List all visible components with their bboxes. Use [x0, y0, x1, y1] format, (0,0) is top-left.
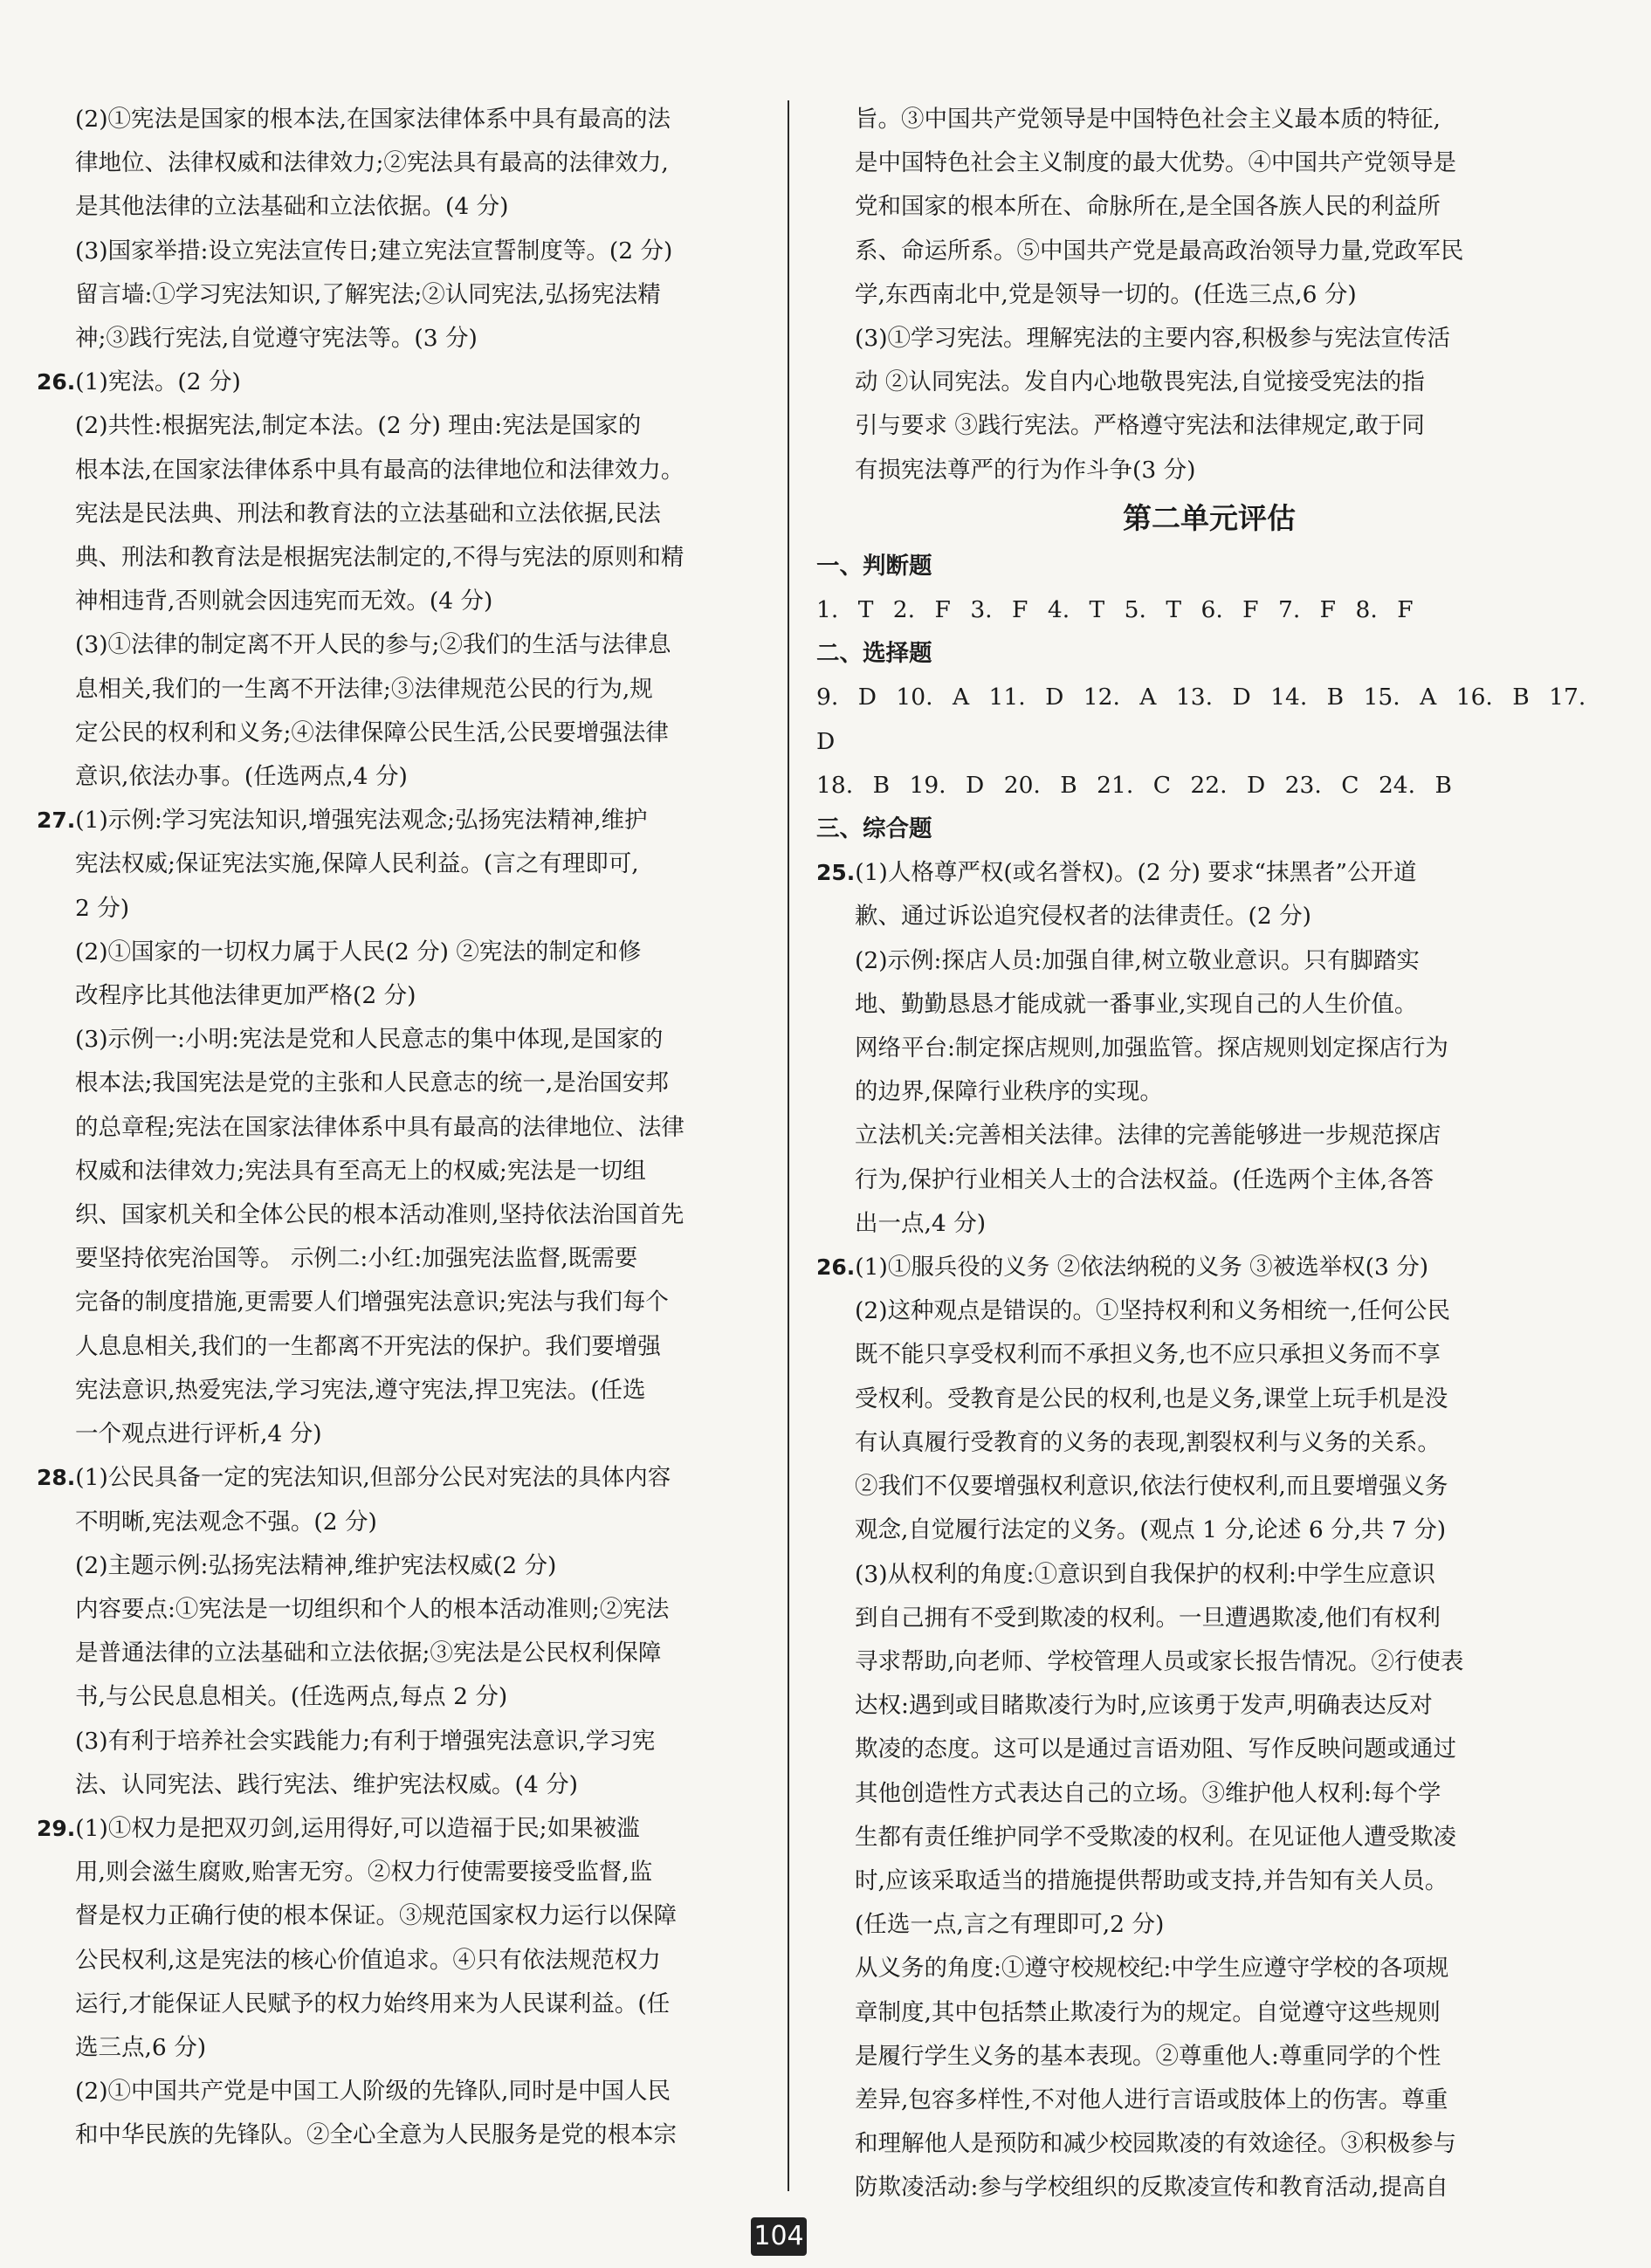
question-number: 29. [37, 1815, 76, 1841]
right-top-line: 党和国家的根本所在、命脉所在,是全国各族人民的利益所 [855, 193, 1441, 221]
question-number: 26. [816, 1254, 856, 1281]
left-column [37, 98, 761, 2158]
right-bottom-line: 25.(1)人格尊严权(或名誉权)。(2 分) 要求“抹黑者”公开道 [816, 859, 1417, 887]
left-column-line: 26.(1)宪法。(2 分) [37, 368, 241, 396]
right-bottom-line: 立法机关:完善相关法律。法律的完善能够进一步规范探店 [855, 1122, 1441, 1150]
right-bottom-line: 寻求帮助,向老师、学校管理人员或家长报告情况。②行使表 [855, 1647, 1464, 1675]
left-column-line: 书,与公民息息相关。(任选两点,每点 2 分) [75, 1683, 508, 1711]
left-column-line: (3)国家举措:设立宪法宣传日;建立宪法宣誓制度等。(2 分) [75, 237, 673, 265]
right-bottom-line: 达权:遇到或目睹欺凌行为时,应该勇于发声,明确表达反对 [855, 1692, 1433, 1720]
left-column-line: 督是权力正确行使的根本保证。③规范国家权力运行以保障 [75, 1902, 677, 1930]
left-column-line: 宪法权威;保证宪法实施,保障人民利益。(言之有理即可, [75, 850, 639, 878]
choice-answers-line-2: 18. B 19. D 20. B 21. C 22. D 23. C 24. B [816, 771, 1452, 799]
right-bottom-line: 是履行学生义务的基本表现。②尊重他人:尊重同学的个性 [855, 2042, 1441, 2070]
left-column-line: 根本法;我国宪法是党的主张和人民意志的统一,是治国安邦 [75, 1069, 669, 1097]
left-column-line: 是普通法律的立法基础和立法依据;③宪法是公民权利保障 [75, 1639, 662, 1667]
left-column-line: 织、国家机关和全体公民的根本活动准则,坚持依法治国首先 [75, 1201, 684, 1229]
right-top-line: 是中国特色社会主义制度的最大优势。④中国共产党领导是 [855, 149, 1456, 177]
left-column-line: 律地位、法律权威和法律效力;②宪法具有最高的法律效力, [75, 149, 669, 177]
judge-answers: 1. T 2. F 3. F 4. T 5. T 6. F 7. F 8. F [816, 596, 1414, 624]
left-column-line: 留言墙:①学习宪法知识,了解宪法;②认同宪法,弘扬宪法精 [75, 280, 661, 308]
left-column-line: 运行,才能保证人民赋予的权力始终用来为人民谋利益。(任 [75, 1990, 671, 2017]
right-bottom-line: 既不能只享受权利而不承担义务,也不应只承担义务而不享 [855, 1341, 1441, 1369]
left-column-line: (2)①国家的一切权力属于人民(2 分) ②宪法的制定和修 [75, 938, 642, 966]
left-column-line: 典、刑法和教育法是根据宪法制定的,不得与宪法的原则和精 [75, 544, 684, 572]
right-bottom-line: 差异,包容多样性,不对他人进行言语或肢体上的伤害。尊重 [855, 2086, 1448, 2113]
question-number: 27. [37, 808, 76, 834]
right-bottom-line: 和理解他人是预防和减少校园欺凌的有效途径。③积极参与 [855, 2130, 1456, 2158]
left-column-line: 意识,依法办事。(任选两点,4 分) [75, 763, 408, 791]
right-bottom-line: (2)这种观点是错误的。①坚持权利和义务相统一,任何公民 [855, 1297, 1450, 1325]
left-column-line: 要坚持依宪治国等。 示例二:小红:加强宪法监督,既需要 [75, 1245, 638, 1273]
left-column-line: 选三点,6 分) [75, 2033, 207, 2061]
left-column-line: 29.(1)①权力是把双刃剑,运用得好,可以造福于民;如果被滥 [37, 1814, 640, 1842]
left-column-line: (2)①宪法是国家的根本法,在国家法律体系中具有最高的法 [75, 106, 671, 133]
left-column-line: 定公民的权利和义务;④法律保障公民生活,公民要增强法律 [75, 718, 669, 746]
right-bottom-line: 从义务的角度:①遵守校规校纪:中学生应遵守学校的各项规 [855, 1955, 1449, 1983]
left-column-line: 27.(1)示例:学习宪法知识,增强宪法观念;弘扬宪法精神,维护 [37, 807, 648, 835]
section-judge-heading: 一、判断题 [816, 552, 932, 580]
right-top-line: 旨。③中国共产党领导是中国特色社会主义最本质的特征, [855, 106, 1441, 133]
right-bottom-line: 歉、通过诉讼追究侵权者的法律责任。(2 分) [855, 903, 1311, 931]
right-bottom-line: 地、勤勤恳恳才能成就一番事业,实现自己的人生价值。 [855, 990, 1418, 1018]
left-column-line: (3)①法律的制定离不开人民的参与;②我们的生活与法律息 [75, 631, 671, 659]
left-column-line: 完备的制度措施,更需要人们增强宪法意识;宪法与我们每个 [75, 1289, 669, 1316]
right-bottom-line: 行为,保护行业相关人士的合法权益。(任选两个主体,各答 [855, 1165, 1434, 1193]
right-bottom-line: (3)从权利的角度:①意识到自我保护的权利:中学生应意识 [855, 1560, 1435, 1588]
left-column-line: 2 分) [75, 894, 130, 922]
left-column-line: 一个观点进行评析,4 分) [75, 1420, 322, 1448]
left-column-line: (2)①中国共产党是中国工人阶级的先锋队,同时是中国人民 [75, 2078, 671, 2106]
left-column-line: 改程序比其他法律更加严格(2 分) [75, 982, 416, 1010]
left-column-line: 息相关,我们的一生离不开法律;③法律规范公民的行为,规 [75, 675, 653, 703]
left-column-line: 神相违背,否则就会因违宪而无效。(4 分) [75, 588, 493, 615]
choice-answers-line-1: 9. D 10. A 11. D 12. A 13. D 14. B 15. A 16. B 17. D [816, 684, 1586, 755]
left-column-line: 不明晰,宪法观念不强。(2 分) [75, 1508, 377, 1536]
left-column-line: 宪法是民法典、刑法和教育法的立法基础和立法依据,民法 [75, 499, 661, 527]
unit-title: 第二单元评估 [1123, 500, 1296, 535]
right-bottom-line: 有认真履行受教育的义务的表现,割裂权利与义务的关系。 [855, 1428, 1441, 1456]
left-column-line: 法、认同宪法、践行宪法、维护宪法权威。(4 分) [75, 1770, 578, 1798]
left-column-line: 神;③践行宪法,自觉遵守宪法等。(3 分) [75, 325, 478, 353]
right-bottom-line: 到自己拥有不受到欺凌的权利。一旦遭遇欺凌,他们有权利 [855, 1604, 1441, 1632]
right-column [816, 98, 1602, 2210]
right-bottom-line: 出一点,4 分) [855, 1209, 987, 1237]
right-bottom-line: 网络平台:制定探店规则,加强监管。探店规则划定探店行为 [855, 1034, 1448, 1062]
right-top-line: 动 ②认同宪法。发自内心地敬畏宪法,自觉接受宪法的指 [855, 368, 1425, 396]
right-bottom-line: 防欺凌活动:参与学校组织的反欺凌宣传和教育活动,提高自 [855, 2174, 1448, 2202]
question-number: 26. [37, 369, 76, 395]
right-bottom-line: 欺凌的态度。这可以是通过言语劝阻、写作反映问题或通过 [855, 1735, 1456, 1763]
left-column-line: (2)共性:根据宪法,制定本法。(2 分) 理由:宪法是国家的 [75, 412, 642, 440]
right-bottom-line: 观念,自觉履行法定的义务。(观点 1 分,论述 6 分,共 7 分) [855, 1516, 1447, 1544]
section-comprehensive-heading: 三、综合题 [816, 815, 932, 843]
left-column-line: 的总章程;宪法在国家法律体系中具有最高的法律地位、法律 [75, 1113, 684, 1141]
right-bottom-line: 受权利。受教育是公民的权利,也是义务,课堂上玩手机是没 [855, 1385, 1448, 1412]
left-column-line: (2)主题示例:弘扬宪法精神,维护宪法权威(2 分) [75, 1551, 557, 1579]
question-number: 25. [816, 860, 856, 886]
right-top-line: 系、命运所系。⑤中国共产党是最高政治领导力量,党政军民 [855, 237, 1464, 265]
right-top-line: 有损宪法尊严的行为作斗争(3 分) [855, 456, 1196, 484]
column-divider [788, 100, 789, 2191]
right-top-block [816, 98, 1602, 492]
left-column-line: 是其他法律的立法基础和立法依据。(4 分) [75, 193, 509, 221]
right-bottom-line: 26.(1)①服兵役的义务 ②依法纳税的义务 ③被选举权(3 分) [816, 1254, 1429, 1282]
left-column-line: 宪法意识,热爱宪法,学习宪法,遵守宪法,捍卫宪法。(任选 [75, 1376, 646, 1404]
left-column-line: (3)示例一:小明:宪法是党和人民意志的集中体现,是国家的 [75, 1026, 664, 1054]
right-bottom-line: (任选一点,言之有理即可,2 分) [855, 1911, 1165, 1939]
left-column-line: 公民权利,这是宪法的核心价值追求。④只有依法规范权力 [75, 1946, 661, 1974]
question-number: 28. [37, 1465, 76, 1491]
right-top-line: 学,东西南北中,党是领导一切的。(任选三点,6 分) [855, 280, 1357, 308]
left-column-line: 根本法,在国家法律体系中具有最高的法律地位和法律效力。 [75, 456, 684, 484]
left-column-line: 权威和法律效力;宪法具有至高无上的权威;宪法是一切组 [75, 1157, 646, 1185]
right-bottom-line: ②我们不仅要增强权利意识,依法行使权利,而且要增强义务 [855, 1473, 1448, 1501]
left-column-line: 和中华民族的先锋队。②全心全意为人民服务是党的根本宗 [75, 2121, 677, 2149]
left-column-line: 用,则会滋生腐败,贻害无穷。②权力行使需要接受监督,监 [75, 1859, 653, 1887]
left-column-line: 内容要点:①宪法是一切组织和个人的根本活动准则;②宪法 [75, 1595, 670, 1623]
right-bottom-line: 生都有责任维护同学不受欺凌的权利。在见证他人遭受欺凌 [855, 1823, 1456, 1851]
left-column-line: (3)有利于培养社会实践能力;有利于增强宪法意识,学习宪 [75, 1727, 656, 1755]
right-top-line: (3)①学习宪法。理解宪法的主要内容,积极参与宪法宣传活 [855, 325, 1450, 353]
right-bottom-line: (2)示例:探店人员:加强自律,树立敬业意识。只有脚踏实 [855, 946, 1420, 974]
section-choice-heading: 二、选择题 [816, 640, 932, 668]
right-bottom-line: 的边界,保障行业秩序的实现。 [855, 1078, 1163, 1106]
right-bottom-line: 章制度,其中包括禁止欺凌行为的规定。自觉遵守这些规则 [855, 1998, 1441, 2026]
left-column-line: 人息息相关,我们的一生都离不开宪法的保护。我们要增强 [75, 1332, 661, 1360]
right-bottom-line: 时,应该采取适当的措施提供帮助或支持,并告知有关人员。 [855, 1866, 1448, 1894]
right-bottom-block [816, 851, 1602, 2210]
right-bottom-line: 其他创造性方式表达自己的立场。③维护他人权利:每个学 [855, 1779, 1441, 1807]
page-number: 104 [751, 2217, 807, 2256]
right-top-line: 引与要求 ③践行宪法。严格遵守宪法和法律规定,敢于同 [855, 412, 1425, 440]
left-column-line: 28.(1)公民具备一定的宪法知识,但部分公民对宪法的具体内容 [37, 1464, 671, 1492]
